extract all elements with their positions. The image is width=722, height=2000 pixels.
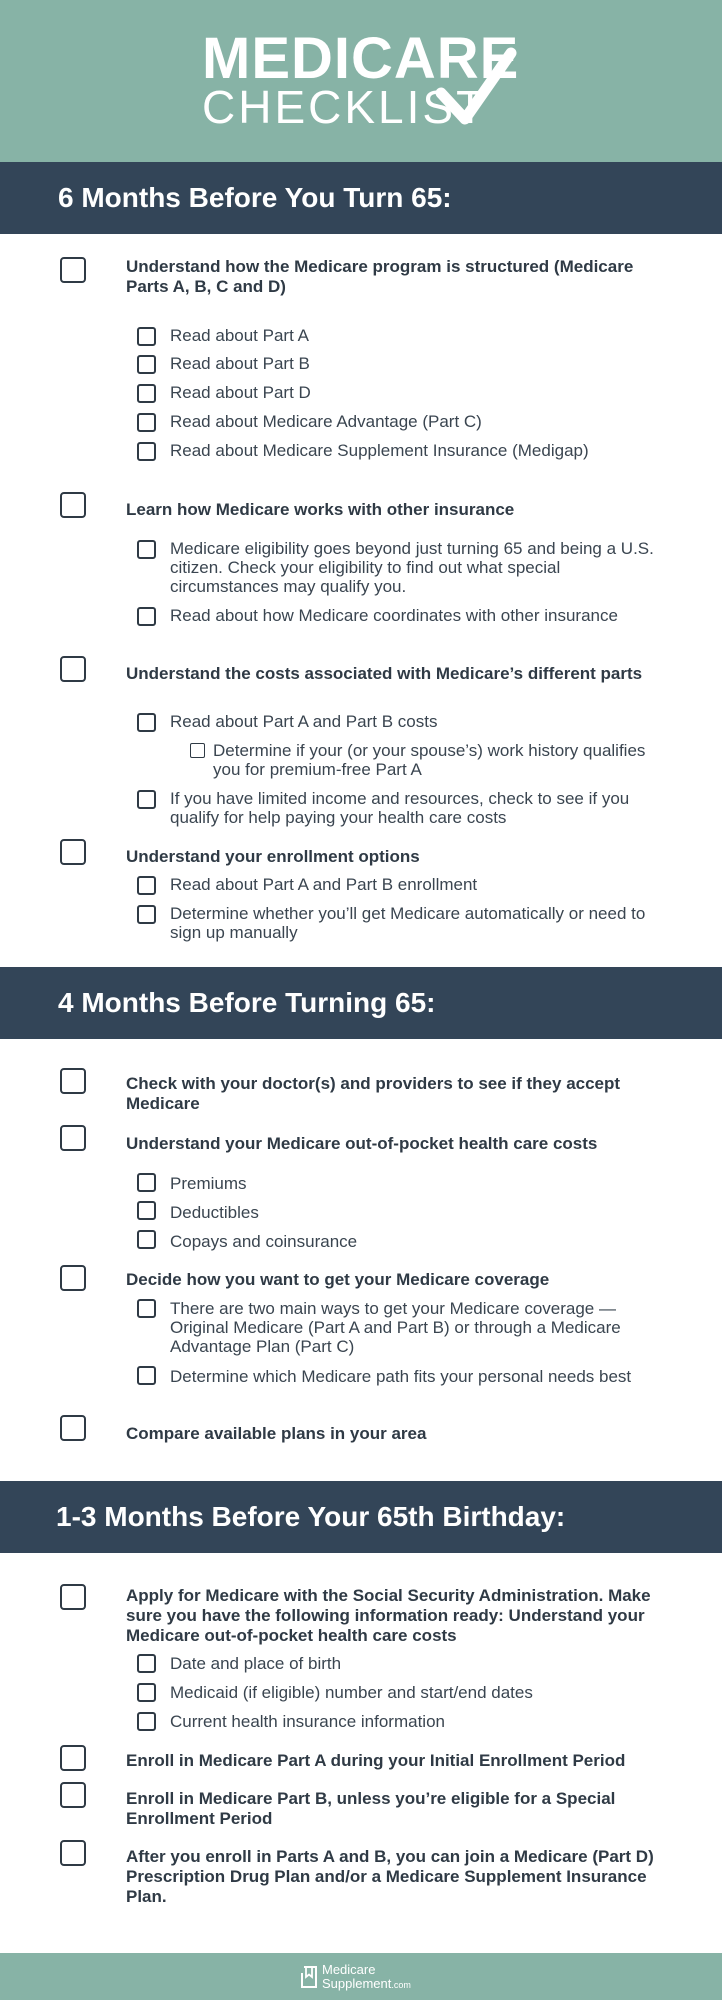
checkbox[interactable] [60, 839, 86, 865]
checkbox[interactable] [60, 656, 86, 682]
sub-item-text: Read about Part D [170, 383, 311, 402]
sub-checkbox[interactable] [137, 327, 156, 346]
checkbox[interactable] [60, 1745, 86, 1771]
bookmark-logo-icon [300, 1965, 318, 1989]
checkbox[interactable] [60, 1782, 86, 1808]
sub-item-text: Read about Part A [170, 326, 309, 345]
checkbox[interactable] [60, 257, 86, 283]
sub-item-text: Premiums [170, 1174, 247, 1193]
sub-item-text: Determine which Medicare path fits your personal needs best [170, 1367, 632, 1386]
sub-checkbox[interactable] [137, 1366, 156, 1385]
sub-item-text: Read about Part B [170, 354, 310, 373]
sub-item-text: Date and place of birth [170, 1654, 342, 1673]
sub-item-text: Read about Part A and Part B costs [170, 712, 438, 731]
checklist-item-text: Apply for Medicare with the Social Security Administration. Make sure you have the following information ready: Understand your Medicare out-of-pocket health care costs [126, 1586, 651, 1645]
sub-item-text: Copays and coinsurance [170, 1232, 358, 1251]
section-header-6-months: 6 Months Before You Turn 65: [0, 162, 722, 234]
sub-checkbox[interactable] [137, 1299, 156, 1318]
sub-checkbox[interactable] [137, 1712, 156, 1731]
logo-title-line2: CHECKLIST [202, 81, 488, 133]
checklist-item-text: Enroll in Medicare Part B, unless you’re eligible for a Special Enrollment Period [126, 1789, 616, 1828]
checklist-item-text: Understand your enrollment options [126, 847, 420, 866]
footer-brand-text [322, 1963, 411, 1992]
sub-checkbox[interactable] [137, 413, 156, 432]
sub-checkbox[interactable] [137, 442, 156, 461]
sub-item-text: Medicare eligibility goes beyond just turning 65 and being a U.S. citizen. Check your eligibility to find out what special circumstances may qualify you. [170, 539, 654, 596]
sub-item-text: Read about Medicare Advantage (Part C) [170, 412, 482, 431]
checklist-item-text: Understand how the Medicare program is structured (Medicare Parts A, B, C and D) [126, 257, 634, 296]
section-header-1-3-months: 1-3 Months Before Your 65th Birthday: [0, 1481, 722, 1553]
checkbox[interactable] [60, 1415, 86, 1441]
checkbox[interactable] [60, 1068, 86, 1094]
checklist-item-text: Compare available plans in your area [126, 1424, 427, 1443]
checkbox[interactable] [60, 492, 86, 518]
sub-checkbox[interactable] [137, 355, 156, 374]
checklist-item-text: Enroll in Medicare Part A during your Initial Enrollment Period [126, 1751, 626, 1770]
sub-checkbox[interactable] [137, 607, 156, 626]
sub-checkbox[interactable] [137, 713, 156, 732]
sub-item-text: Read about Medicare Supplement Insurance (Medigap) [170, 441, 589, 460]
sub-checkbox[interactable] [137, 905, 156, 924]
sub-sub-item-text: Determine if your (or your spouse’s) work history qualifies you for premium-free Part A [213, 741, 646, 779]
sub-checkbox[interactable] [137, 1201, 156, 1220]
checklist-item-text: Understand the costs associated with Medicare’s different parts [126, 664, 643, 683]
checklist-item-text: After you enroll in Parts A and B, you can join a Medicare (Part D) Prescription Drug Plan and/or a Medicare Supplement Insurance Plan. [126, 1847, 654, 1906]
sub-sub-checkbox[interactable] [190, 743, 205, 758]
sub-checkbox[interactable] [137, 384, 156, 403]
sub-checkbox[interactable] [137, 790, 156, 809]
footer-brand-line1: Medicare [322, 1962, 376, 1977]
sub-checkbox[interactable] [137, 876, 156, 895]
sub-checkbox[interactable] [137, 540, 156, 559]
sub-item-text: There are two main ways to get your Medicare coverage — Original Medicare (Part A and Part B) or through a Medicare Advantage Plan (Part C) [170, 1299, 621, 1356]
page-footer [0, 1953, 722, 2000]
checkbox[interactable] [60, 1584, 86, 1610]
footer-brand-line2: Supplement [322, 1976, 392, 1991]
checklist-item-text: Learn how Medicare works with other insurance [126, 500, 515, 519]
page-header [0, 0, 722, 162]
sub-checkbox[interactable] [137, 1230, 156, 1249]
sub-item-text: Deductibles [170, 1203, 259, 1222]
sub-checkbox[interactable] [137, 1173, 156, 1192]
logo-title-line1: MEDICARE [202, 26, 520, 91]
checkbox[interactable] [60, 1265, 86, 1291]
checkmark-icon [435, 45, 517, 129]
sub-item-text: Current health insurance information [170, 1712, 445, 1731]
sub-item-text: Medicaid (if eligible) number and start/end dates [170, 1683, 533, 1702]
footer-brand-suffix: .com [391, 1980, 411, 1990]
sub-item-text: Read about how Medicare coordinates with other insurance [170, 606, 618, 625]
sub-checkbox[interactable] [137, 1683, 156, 1702]
sub-item-text: If you have limited income and resources, check to see if you qualify for help paying your health care costs [170, 789, 630, 827]
sub-checkbox[interactable] [137, 1654, 156, 1673]
checklist-item-text: Decide how you want to get your Medicare coverage [126, 1270, 550, 1289]
checkbox[interactable] [60, 1125, 86, 1151]
section-header-4-months: 4 Months Before Turning 65: [0, 967, 722, 1039]
checkbox[interactable] [60, 1840, 86, 1866]
checklist-item-text: Understand your Medicare out-of-pocket health care costs [126, 1134, 598, 1153]
sub-item-text: Determine whether you’ll get Medicare automatically or need to sign up manually [170, 904, 646, 942]
sub-item-text: Read about Part A and Part B enrollment [170, 875, 478, 894]
checklist-item-text: Check with your doctor(s) and providers to see if they accept Medicare [126, 1074, 621, 1113]
